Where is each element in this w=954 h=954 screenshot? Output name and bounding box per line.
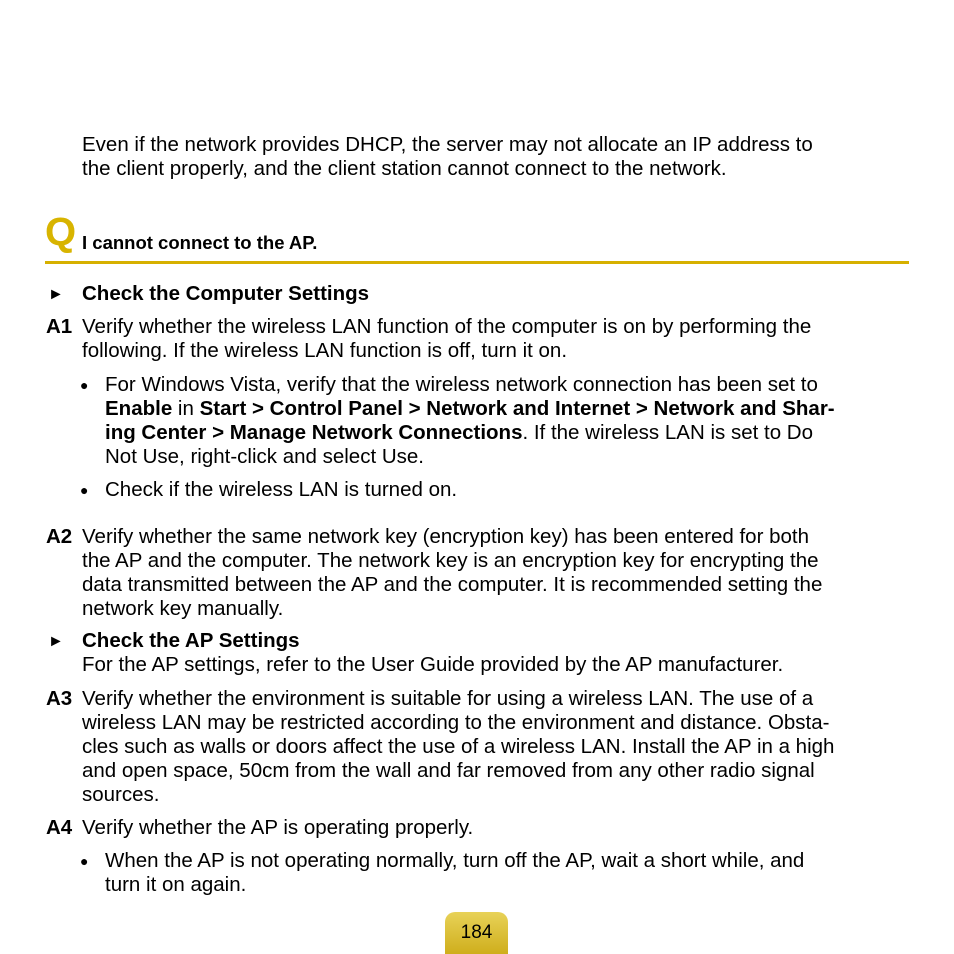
answer-text-a4: Verify whether the AP is operating properly.: [82, 816, 474, 839]
answer-line: sources.: [82, 783, 160, 806]
bold-path-2: ing Center > Manage Network Connections: [105, 421, 523, 444]
answer-label-a3: A3: [46, 687, 73, 710]
answer-label-a4: A4: [46, 816, 73, 839]
answer-line: the AP and the computer. The network key is an encryption key for encrypting the: [82, 549, 819, 572]
bullet-line: [105, 397, 910, 421]
answer-line: and open space, 50cm from the wall and far removed from any other radio signal: [82, 759, 815, 782]
answer-text-a2: [82, 525, 912, 621]
bullet-dot-icon: ●: [80, 853, 89, 869]
section-title-ap-settings: Check the AP Settings: [82, 629, 300, 652]
page-number-badge: 184: [445, 912, 508, 954]
question-title: I cannot connect to the AP.: [82, 232, 318, 253]
bullet-line: turn it on again.: [105, 873, 247, 896]
text-in: in: [172, 397, 200, 420]
answer-text-a3: [82, 687, 912, 807]
answer-label-a1: A1: [46, 315, 73, 338]
answer-line: network key manually.: [82, 597, 284, 620]
intro-line: the client properly, and the client station cannot connect to the network.: [82, 157, 727, 180]
section-title-computer-settings: Check the Computer Settings: [82, 282, 370, 305]
bullet-line: Not Use, right-click and select Use.: [105, 445, 425, 468]
question-icon: Q: [45, 210, 77, 254]
intro-paragraph: [82, 133, 902, 181]
answer-text-a1: [82, 315, 912, 363]
arrow-bullet-icon: ►: [48, 633, 64, 650]
section-text-ap-settings: For the AP settings, refer to the User Guide provided by the AP manufacturer.: [82, 653, 784, 676]
bullet-line: For Windows Vista, verify that the wireless network connection has been set to: [105, 373, 818, 396]
answer-line: data transmitted between the AP and the computer. It is recommended setting the: [82, 573, 823, 596]
answer-line: Verify whether the environment is suitable for using a wireless LAN. The use of a: [82, 687, 814, 710]
answer-line: Verify whether the wireless LAN function of the computer is on by performing the: [82, 315, 812, 338]
question-divider: [45, 261, 909, 264]
text-rest: . If the wireless LAN is set to Do: [522, 421, 813, 444]
bullet-dot-icon: ●: [80, 377, 89, 393]
bullet-line: When the AP is not operating normally, turn off the AP, wait a short while, and: [105, 849, 805, 872]
bullet-windows-vista: [105, 373, 910, 469]
bold-path-1: Start > Control Panel > Network and Internet > Network and Shar-: [199, 397, 835, 420]
answer-line: following. If the wireless LAN function is off, turn it on.: [82, 339, 568, 362]
arrow-bullet-icon: ►: [48, 286, 64, 303]
bullet-wlan-on: Check if the wireless LAN is turned on.: [105, 478, 458, 501]
bullet-dot-icon: ●: [80, 482, 89, 498]
bullet-line: [105, 421, 910, 445]
bullet-ap-restart: [105, 849, 910, 897]
answer-line: Verify whether the same network key (encryption key) has been entered for both: [82, 525, 809, 548]
answer-label-a2: A2: [46, 525, 73, 548]
intro-line: Even if the network provides DHCP, the server may not allocate an IP address to: [82, 133, 813, 156]
answer-line: wireless LAN may be restricted according to the environment and distance. Obsta-: [82, 711, 830, 734]
bold-enable: Enable: [105, 397, 173, 420]
answer-line: cles such as walls or doors affect the use of a wireless LAN. Install the AP in a high: [82, 735, 835, 758]
